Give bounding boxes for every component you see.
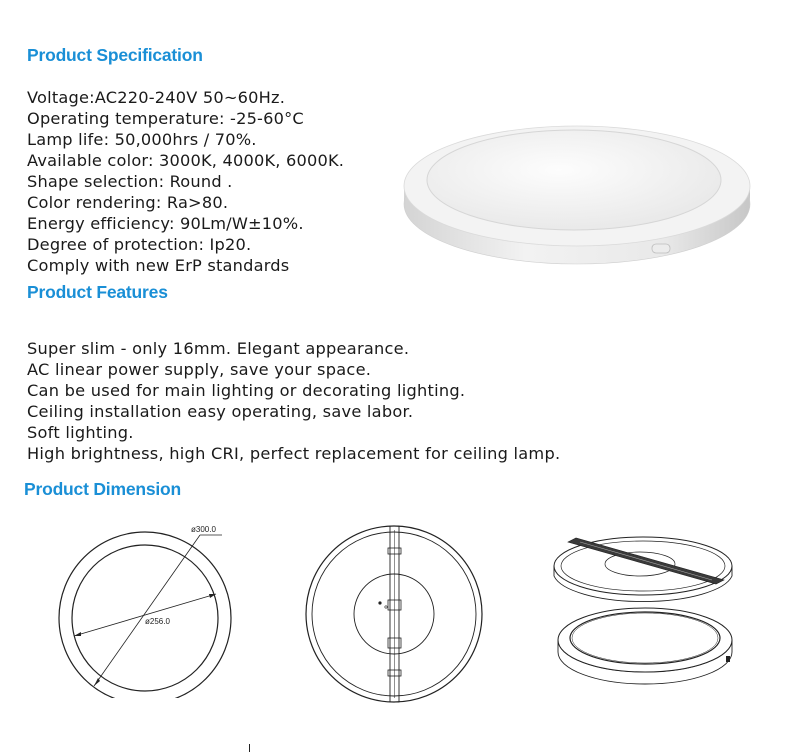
dimension-drawing-back-view	[300, 520, 490, 705]
outer-diameter-label: ø300.0	[191, 525, 216, 534]
features-heading: Product Features	[27, 282, 168, 302]
feature-power-supply: AC linear power supply, save your space.	[27, 360, 372, 379]
feature-installation: Ceiling installation easy operating, save labor.	[27, 402, 414, 421]
product-photo	[400, 118, 760, 278]
feature-brightness: High brightness, high CRI, perfect replacement for ceiling lamp.	[27, 444, 561, 463]
dimension-drawing-top-view	[50, 518, 240, 698]
feature-slim: Super slim - only 16mm. Elegant appearance.	[27, 339, 410, 358]
inner-diameter-label: ø256.0	[145, 617, 170, 626]
bottom-tick-mark	[249, 744, 250, 752]
specification-list	[27, 87, 344, 276]
spec-shape: Shape selection: Round .	[27, 172, 233, 191]
dimension-drawing-perspective-views	[550, 530, 740, 710]
spec-color-rendering: Color rendering: Ra>80.	[27, 193, 229, 212]
spec-energy-efficiency: Energy efficiency: 90Lm/W±10%.	[27, 214, 304, 233]
feature-soft-lighting: Soft lighting.	[27, 423, 134, 442]
spec-available-color: Available color: 3000K, 4000K, 6000K.	[27, 151, 345, 170]
feature-usage: Can be used for main lighting or decorating lighting.	[27, 381, 466, 400]
spec-operating-temperature: Operating temperature: -25-60°C	[27, 109, 304, 128]
features-list	[27, 338, 560, 464]
spec-lamp-life: Lamp life: 50,000hrs / 70%.	[27, 130, 257, 149]
specification-heading: Product Specification	[27, 45, 203, 65]
spec-voltage: Voltage:AC220-240V 50~60Hz.	[27, 88, 286, 107]
spec-protection: Degree of protection: Ip20.	[27, 235, 252, 254]
dimension-heading: Product Dimension	[24, 479, 182, 499]
spec-erp: Comply with new ErP standards	[27, 256, 290, 275]
